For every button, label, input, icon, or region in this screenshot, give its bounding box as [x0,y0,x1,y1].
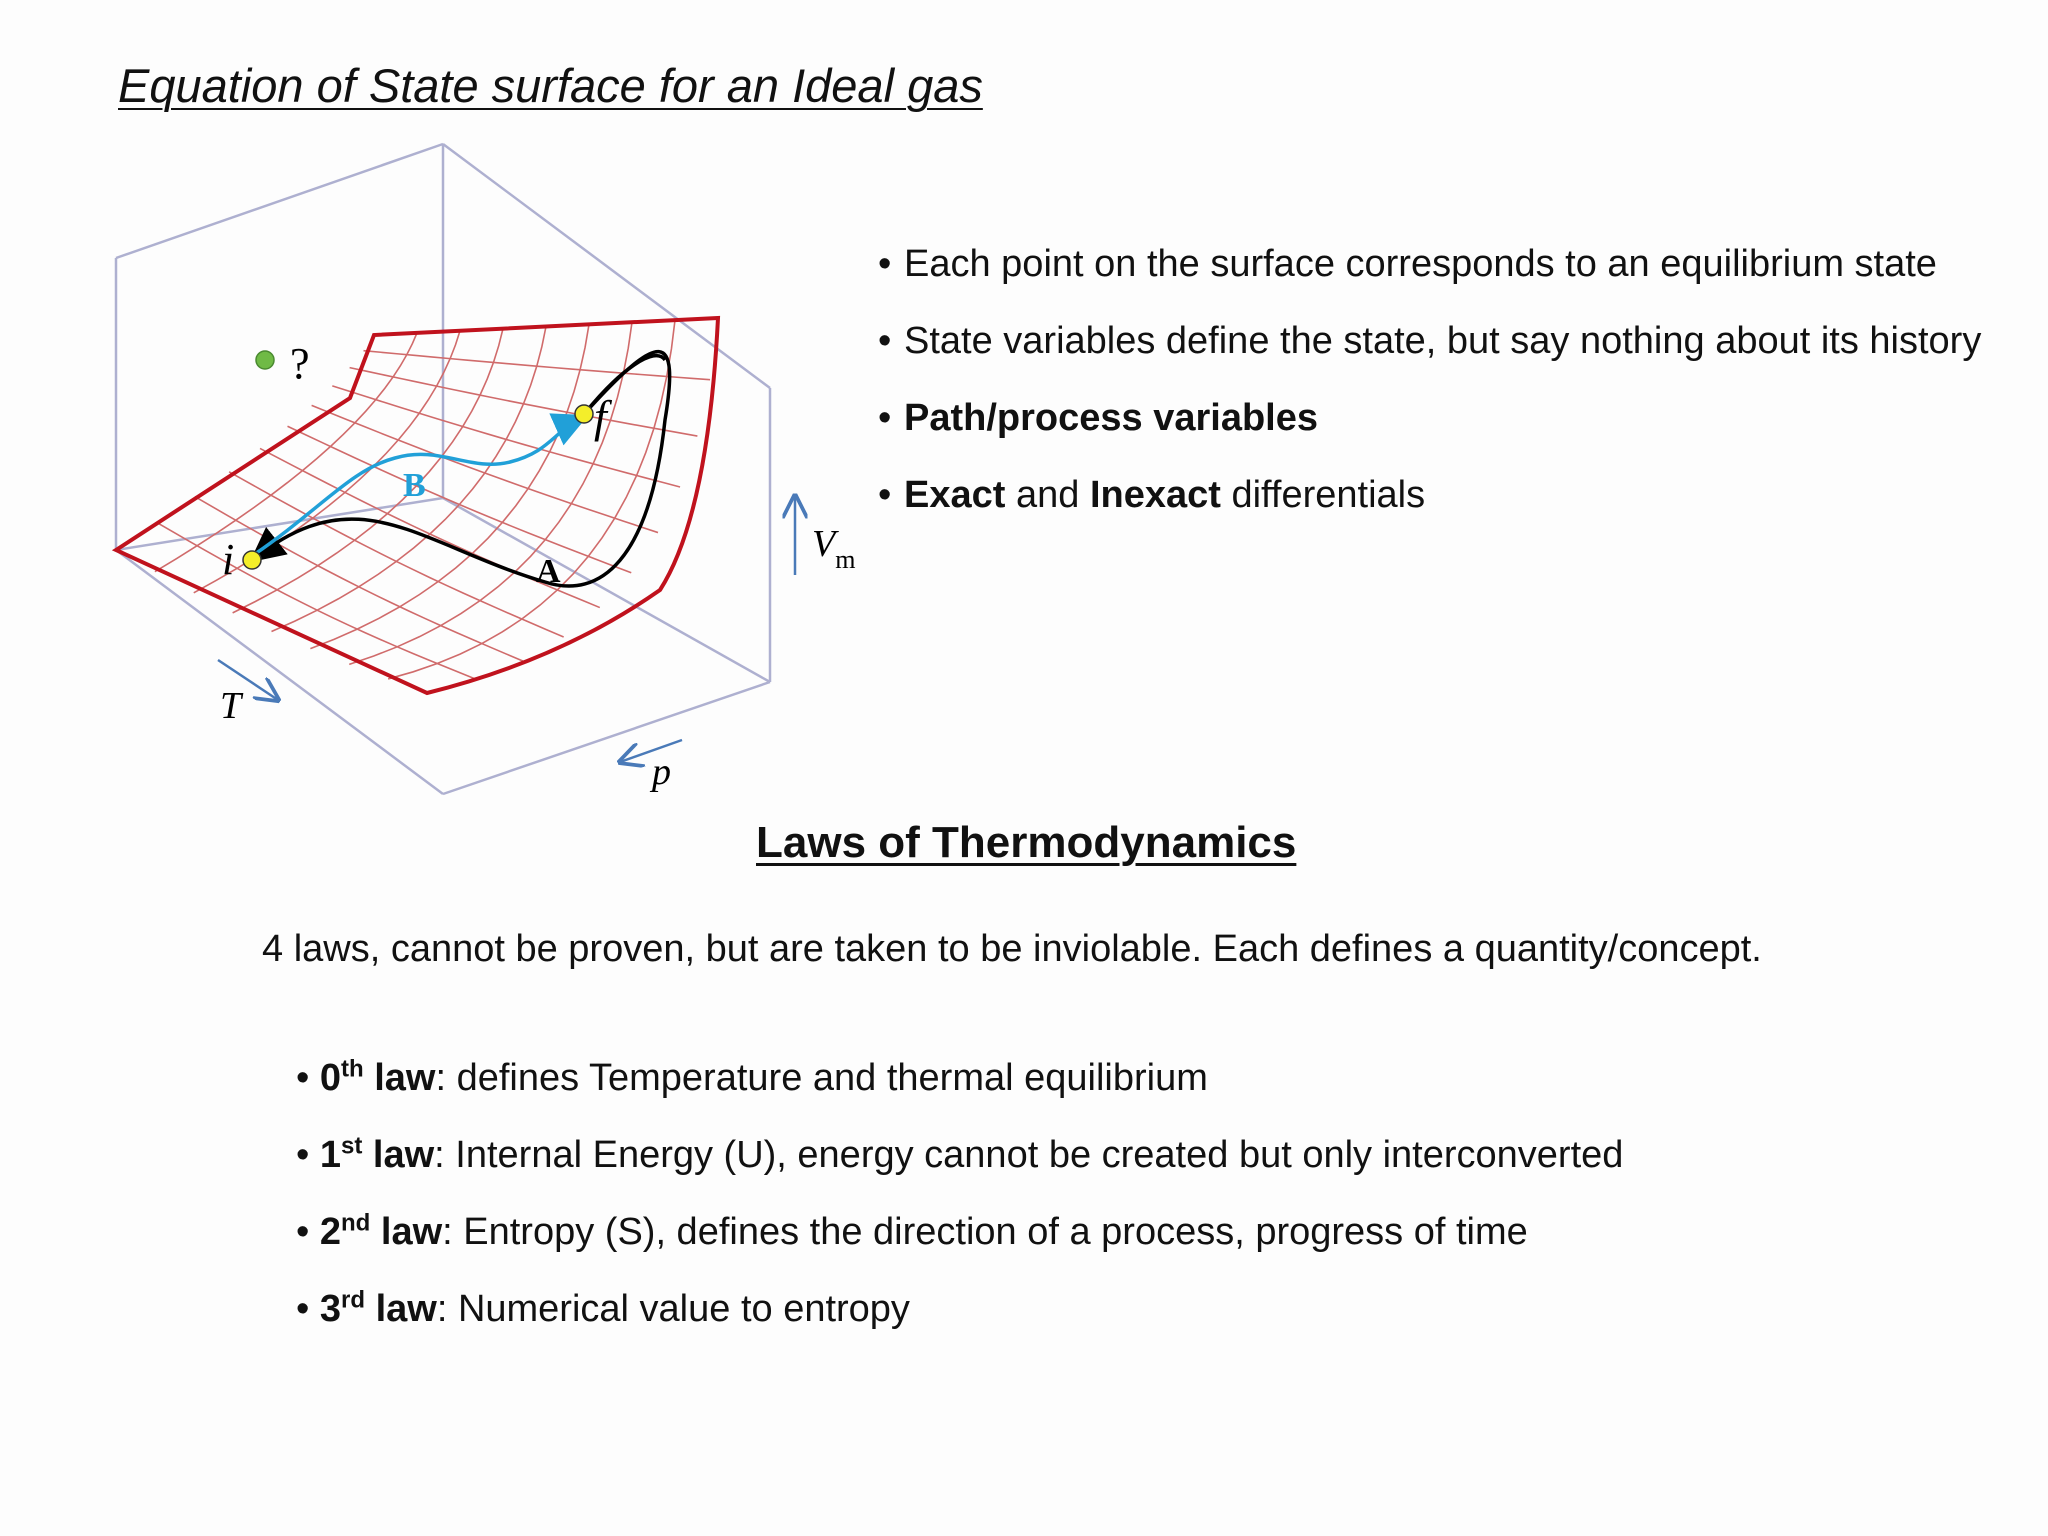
axis-p-label: p [652,751,671,793]
grid-line [349,322,632,664]
axis-T-label: T [220,685,242,727]
axis-V-label [812,523,855,574]
label-path-b: B [403,467,426,504]
laws-list [296,1054,1623,1362]
grid-line [195,497,523,661]
unknown-state-point [256,351,274,369]
axis-V-sub: m [835,545,856,574]
state-bullets [878,240,1981,548]
law-third: • 3rd law: Numerical value to entropy [296,1286,910,1330]
grid-line [229,472,564,637]
bullet-equilibrium: • Each point on the surface corresponds to an equilibrium state [878,243,1937,285]
section-title: Laws of Thermodynamics [756,818,1297,867]
label-unknown: ? [290,339,310,388]
law-second: • 2nd law: Entropy (S), defines the direction of a process, progress of time [296,1209,1528,1253]
law-first: • 1st law: Internal Energy (U), energy cannot be created but only interconverted [296,1132,1624,1176]
bounding-box [116,144,770,794]
axis-p-arrow [620,740,682,762]
box-edge [443,144,770,388]
law-zeroth: • 0th law: defines Temperature and thermal equilibrium [296,1055,1208,1099]
axis-V-main: V [812,523,836,565]
label-i: i [222,535,235,584]
bullet-state-variables: • State variables define the state, but say nothing about its history [878,320,1982,362]
box-edge [116,550,443,794]
bullet-path-variables: • Path/process variables [878,397,1318,439]
label-f: f [594,391,607,442]
box-edge [116,144,443,258]
state-point-f [575,405,593,423]
state-point-i [243,551,261,569]
box-edge [443,682,770,794]
bullet-differentials: • Exact and Inexact differentials [878,474,1426,516]
laws-intro: 4 laws, cannot be proven, but are taken to be inviolable. Each defines a quantity/concept. [262,928,1762,970]
label-path-a: A [536,553,561,590]
grid-line [157,523,477,680]
slide-title: Equation of State surface for an Ideal gas [118,59,983,112]
box-edge [443,498,770,682]
